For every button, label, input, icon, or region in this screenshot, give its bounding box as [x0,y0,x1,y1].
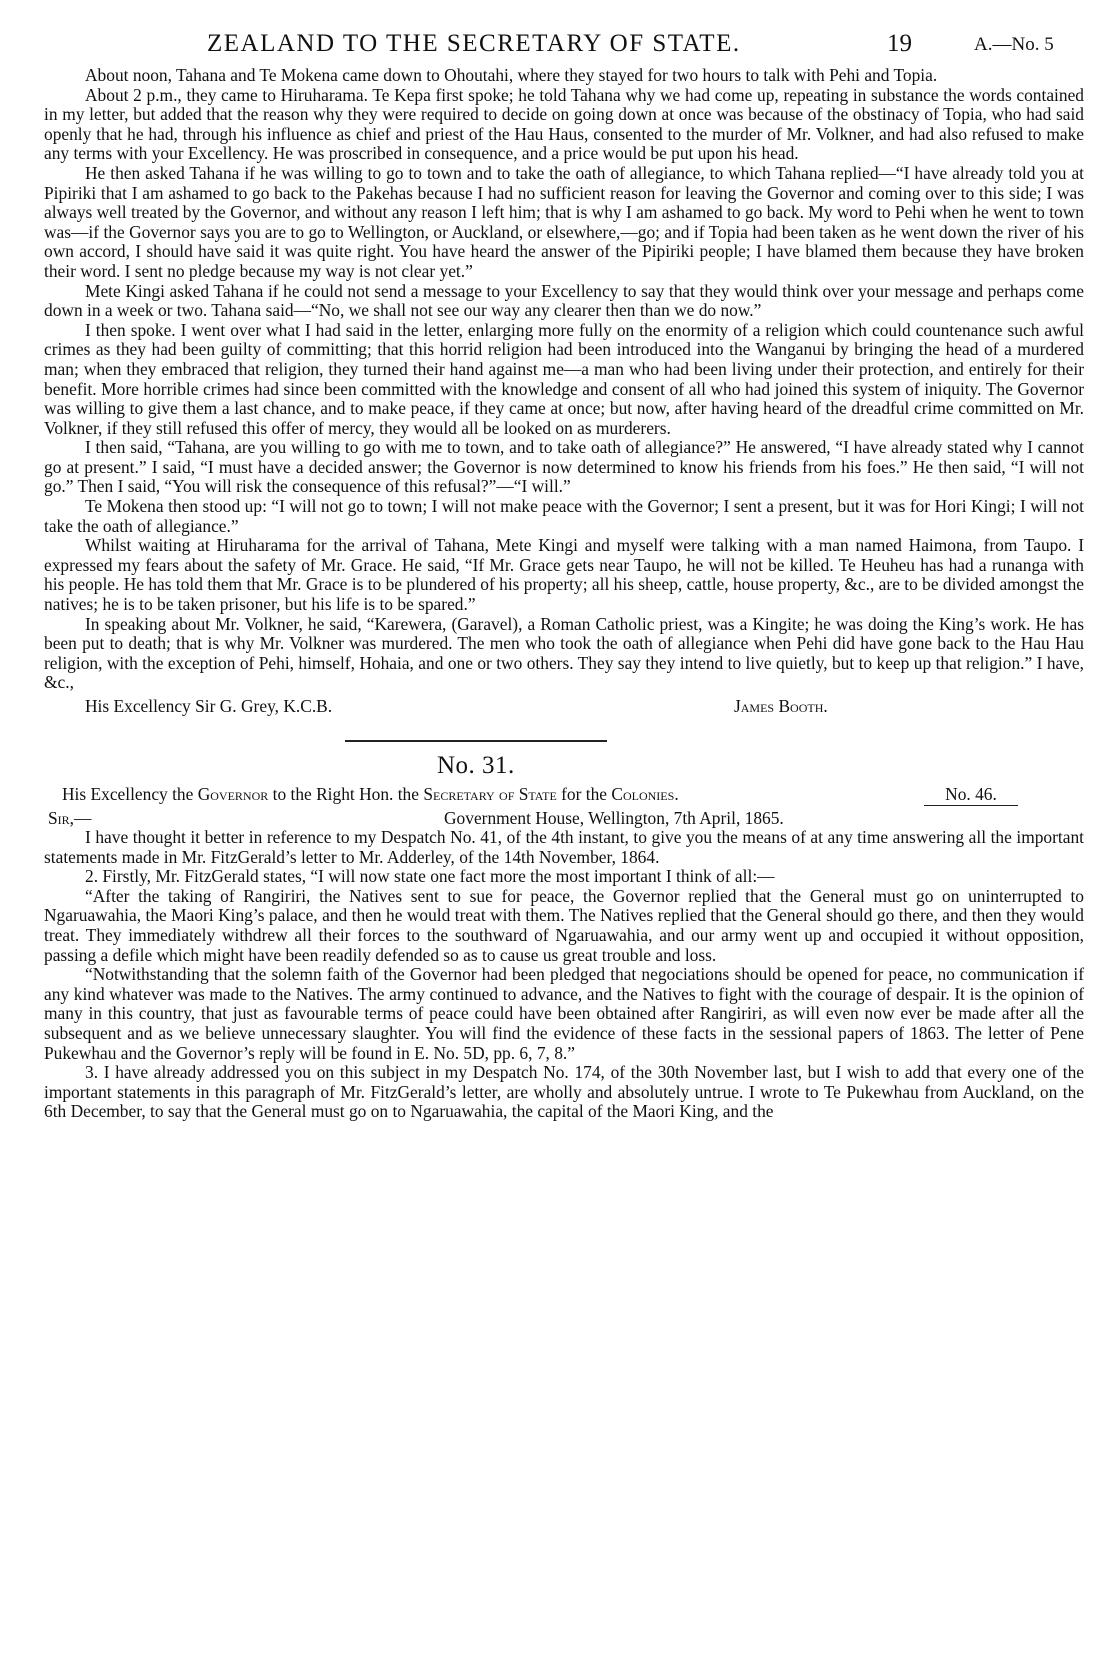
addressee: His Excellency Sir G. Grey, K.C.B. [85,696,333,716]
from-text: His Excellency the [62,784,198,804]
margin-reference: No. 46. [924,784,1018,806]
paragraph: I have thought it better in reference to my Despatch No. 41, of the 4th instant, to give you the means of at any time answering all the important statements made in Mr. FitzGerald’s letter to Mr. Adderley, of the 14th November, 1864. [44,827,1084,867]
paragraph: 2. Firstly, Mr. FitzGerald states, “I will now state one fact more the most important I think of all:— [85,866,775,887]
signoff [44,696,1084,718]
paragraph: Whilst waiting at Hiruharama for the arrival of Tahana, Mete Kingi and myself were talking with a man named Haimona, from Taupo. I expressed my fears about the safety of Mr. Grace. He said, “If Mr. Grace gets near Taupo, he will not be killed. Te Heuheu has had a runanga with his people. He has told them that Mr. Grace is to be plundered of his property; all his sheep, cattle, house property, &c., are to be divided amongst the natives; he is to be taken prisoner, but his life is to be spared.” [44,535,1084,615]
paragraph: “After the taking of Rangiriri, the Natives sent to sue for peace, the Governor replied that the General must go on uninterrupted to Ngaruawahia, the Maori King’s palace, and then he would treat with them. The Natives replied that the General should go there, and then they would treat. They immediately withdrew all their forces to the southward of Ngaruawahia, and our army went up and occupied it without opposition, passing a defile which might have been readily defended so as to cause us great trouble and loss. [44,885,1084,965]
section-divider [345,740,607,742]
paragraph: About noon, Tahana and Te Mokena came down to Ohoutahi, where they stayed for two hours to talk with Pehi and Topia. [85,65,938,85]
salutation-row [44,808,1084,828]
from-department: Colonies [611,784,675,804]
document-page [44,26,1084,1122]
document-number: No. 31. [437,752,515,779]
page-number: 19 [887,30,912,57]
paragraph: “Notwithstanding that the solemn faith of the Governor had been pledged that negociations should be opened for peace, no communication if any kind whatever was made to the Natives. The army continued to advance, and the Natives to fight with the courage of despair. It is the opinion of many in this country, that just as favourable terms of peace could have been obtained after Rangiriri, as will even now ever be made after all the subsequent and as we believe unnecessary slaughter. You will find the evidence of these facts in the sessional papers of 1863. The letter of Pene Pukewhau and the Governor’s reply will be found in E. No. 5D, pp. 6, 7, 8.” [44,964,1084,1063]
from-line [62,784,679,805]
from-sender: Governor [197,784,269,804]
paragraph: In speaking about Mr. Volkner, he said, “Karewera, (Garavel), a Roman Catholic priest, was a Kingite; he was doing the King’s work. He has been put to death; that is why Mr. Volkner was murdered. The men who took the oath of allegiance when Pehi did have gone back to the Hau Hau religion, with the exception of Pehi, himself, Hohaia, and one or two others. They say they intend to live quietly, but to keep up that religion.” I have, &c., [44,613,1084,693]
report-body [44,66,1084,693]
signature: James Booth. [734,696,828,716]
paragraph: About 2 p.m., they came to Hiruharama. Te Kepa first spoke; he told Tahana why we had come up, repeating in substance the words contained in my letter, but added that the reason why they were required to decide on going down at once was because of the obstinacy of Topia, who had said openly that he had, through his influence as chief and priest of the Hau Haus, consented to the murder of Mr. Volkner, and had also refused to make any terms with your Excellency. He was proscribed in consequence, and a price would be put upon his head. [44,84,1084,164]
from-text: to the Right Hon. the [268,784,424,804]
place-date: Government House, Wellington, 7th April, 1865. [444,808,784,828]
from-text: . [674,784,679,804]
running-title: ZEALAND TO THE SECRETARY OF STATE. [207,30,741,57]
paragraph: I then said, “Tahana, are you willing to go with me to town, and to take oath of allegiance?” He answered, “I have already stated why I cannot go at present.” I said, “I must have a decided answer; the Governor is now determined to know his friends from his foes.” He then said, “I will not go.” Then I said, “You will risk the consequence of this refusal?”—“I will.” [44,437,1084,497]
paragraph: I then spoke. I went over what I had said in the letter, enlarging more fully on the enormity of a religion which could countenance such awful crimes as they had been guilty of committing; that this horrid religion had been introduced into the Wanganui by bringing the head of a murdered man; when they embraced that religion, they turned their hand against me—a man who had been living under their protection, and entirely for their benefit. More horrible crimes had since been committed with the knowledge and consent of all who had joined this system of iniquity. The Governor was willing to give them a last chance, and to make peace, if they came at once; but now, after having heard of the dreadful crime committed on Mr. Volkner, if they still refused this offer of mercy, they would all be looked on as murderers. [44,319,1084,438]
letter-body [44,828,1084,1122]
running-header [44,26,1084,66]
from-recipient: Secretary of State [423,784,557,804]
salutation: Sir,— [48,808,92,828]
paragraph: 3. I have already addressed you on this subject in my Despatch No. 174, of the 30th November last, but I wish to add that every one of the important statements in this paragraph of Mr. FitzGerald’s letter, are wholly and absolutely untrue. I wrote to Te Pukewhau from Auckland, on the 6th December, to say that the General must go on to Ngaruawahia, the capital of the Maori King, and the [44,1062,1084,1122]
paragraph: Mete Kingi asked Tahana if he could not send a message to your Excellency to say that they would think over your message and perhaps come down in a week or two. Tahana said—“No, we shall not see our way any clearer then than we do now.” [44,280,1084,321]
paragraph: Te Mokena then stood up: “I will not go to town; I will not make peace with the Governor; I sent a present, but it was for Hori Kingi; I will not take the oath of allegiance.” [44,496,1084,536]
series-reference: A.—No. 5 [974,34,1054,55]
paragraph: He then asked Tahana if he was willing to go to town and to take the oath of allegiance, to which Tahana replied—“I have already told you at Pipiriki that I am ashamed to go back to the Pakehas because I had no sufficient reason for leaving the Governor and coming over to this side; I was always well treated by the Governor, and without any reason I left him; that is why I am ashamed to go back. My word to Pehi when he went to town was—if the Governor says you are to go to Wellington, or Auckland, or elsewhere,—go; and if Topia had been taken as he went down the river of his own accord, I should have said it was quite right. You have heard the answer of the Pipiriki people; I have blamed them because they have broken their word. I sent no pledge because my way is not clear yet.” [44,162,1084,281]
despatch-heading [44,784,1084,808]
from-text: for the [556,784,612,804]
